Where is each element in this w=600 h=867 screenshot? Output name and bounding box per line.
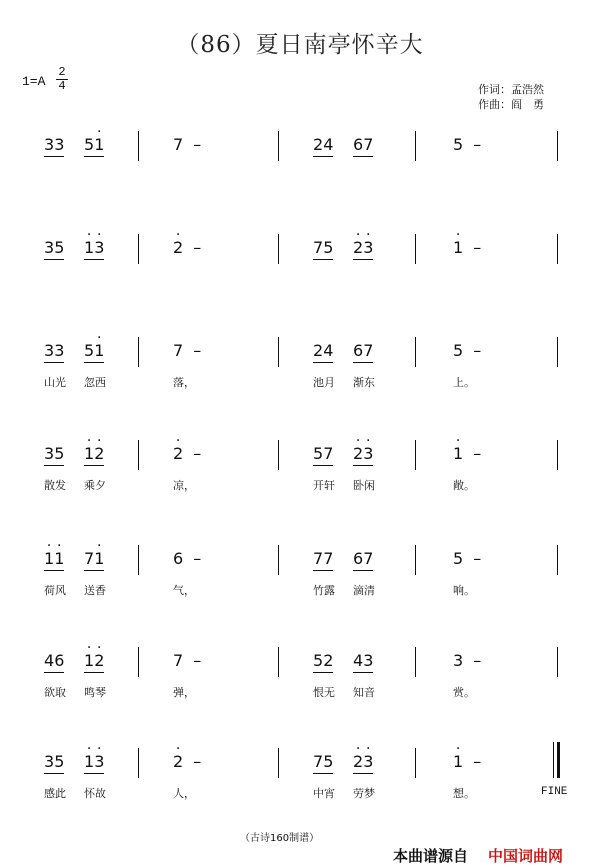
lyric-word: 知音 [353,686,375,699]
barline [415,440,416,470]
note: 7 [323,444,334,463]
high-note: · 3 [363,752,373,772]
beam-group [84,651,104,673]
beam-group [313,444,333,466]
barline [278,647,279,677]
note: 7 [313,752,324,771]
barline [415,647,416,677]
high-note: · 1 [54,549,64,569]
note: 3 [54,341,65,360]
lyric-word: 赏。 [453,686,475,699]
barline [557,131,558,161]
note: 5 [453,341,464,360]
beam-group [313,651,333,673]
note-group [173,444,201,464]
lyric-word: 感此 [44,787,66,800]
barline [138,748,139,778]
note: 4 [323,135,334,154]
barline [278,131,279,161]
high-note: · 3 [94,752,104,772]
note-group [453,341,481,361]
note: 5 [453,135,464,154]
barline [138,440,139,470]
lyric-word: 滴清 [353,584,375,597]
note-group [44,135,64,157]
barline [415,234,416,264]
score-system [0,647,600,717]
note: 2 [313,341,324,360]
note: 4 [44,651,55,670]
beam-group [353,238,373,260]
final-barline-thin [553,742,554,778]
note-group [313,238,333,260]
barline [138,131,139,161]
note: 6 [54,651,65,670]
lyric-word: 敞。 [453,479,475,492]
note-group [313,752,333,774]
dash: – [473,752,482,771]
lyric-word: 乘夕 [84,479,106,492]
lyric-word: 劳梦 [353,787,375,800]
lyric-word: 凉， [173,479,195,492]
beam-group [44,549,64,571]
note-group [173,752,201,772]
note-group [173,651,201,671]
note: 5 [54,238,65,257]
beam-group [353,549,373,571]
lyric-word: 渐东 [353,376,375,389]
note-group [313,651,333,673]
beam-group [84,135,104,157]
note-group [353,444,373,466]
lyric-word: 弹， [173,686,195,699]
lyric-word: 忽西 [84,376,106,389]
score-system [0,234,600,304]
lyric-word: 上。 [453,376,475,389]
dash: – [193,341,202,360]
beam-group [84,341,104,363]
note: 3 [363,651,374,670]
beam-group [44,651,64,673]
high-note: · 2 [173,238,183,258]
score-system [0,131,600,201]
high-note: · 1 [84,651,94,671]
score-system [0,545,600,615]
barline [415,748,416,778]
note: 2 [313,135,324,154]
barline [278,440,279,470]
high-note: · 2 [173,752,183,772]
dash: – [193,238,202,257]
lyric-word: 山光 [44,376,66,389]
note: 5 [313,651,324,670]
note: 7 [313,549,324,568]
footer-note: （古诗160制谱） [240,833,320,844]
key-label: 1=A [22,74,46,89]
lyric-word: 开轩 [313,479,335,492]
note-group [84,135,104,157]
dash: – [193,444,202,463]
note: 5 [84,135,95,154]
high-note: · 2 [353,752,363,772]
note-group [173,238,201,258]
note: 5 [453,549,464,568]
beam-group [313,135,333,157]
note: 3 [44,341,55,360]
beam-group [353,651,373,673]
lyric-word: 荷风 [44,584,66,597]
note-group [44,444,64,466]
beam-group [84,549,104,571]
barline [557,234,558,264]
high-note: · 1 [84,444,94,464]
note: 7 [363,549,374,568]
note: 7 [323,549,334,568]
beam-group [44,135,64,157]
high-note: · 3 [363,444,373,464]
note: 7 [173,341,184,360]
note: 2 [323,651,334,670]
lyric-word: 中宵 [313,787,335,800]
note: 7 [363,135,374,154]
barline [278,748,279,778]
note: 5 [84,341,95,360]
note-group [353,341,373,363]
beam-group [313,549,333,571]
site-name: 中国词曲网 [488,847,564,865]
note-group [313,444,333,466]
barline [415,337,416,367]
note: 7 [313,238,324,257]
time-numerator: 2 [58,65,66,79]
barline [278,545,279,575]
dash: – [473,341,482,360]
note: 5 [313,444,324,463]
beam-group [44,752,64,774]
beam-group [84,444,104,466]
note: 3 [44,444,55,463]
time-denominator: 4 [56,79,68,93]
dash: – [193,549,202,568]
note: 5 [54,752,65,771]
barline [557,440,558,470]
lyric-word: 想。 [453,787,475,800]
note: 6 [353,549,364,568]
high-note: · 2 [353,444,363,464]
dash: – [473,135,482,154]
high-note: · 1 [453,444,463,464]
high-note: · 1 [453,752,463,772]
barline [557,545,558,575]
barline [138,545,139,575]
beam-group [84,238,104,260]
fine-label: FINE [541,786,568,798]
barline [278,234,279,264]
note-group [313,135,333,157]
note-group [173,135,201,155]
note: 3 [44,135,55,154]
page-title: （86）夏日南亭怀辛大 [176,32,424,58]
note-group [453,238,481,258]
dash: – [473,444,482,463]
dash: – [473,549,482,568]
note-group [44,549,64,571]
note: 6 [353,341,364,360]
score-system [0,748,600,818]
note: 4 [353,651,364,670]
barline [138,647,139,677]
beam-group [313,341,333,363]
lyric-word: 恨无 [313,686,335,699]
note-group [453,444,481,464]
high-note: · 2 [94,651,104,671]
beam-group [44,444,64,466]
time-signature [56,66,68,93]
final-barline-thick [557,742,560,778]
source-label: 本曲谱源自 [393,847,469,865]
note-group [353,752,373,774]
note-group [453,651,481,671]
note: 5 [323,752,334,771]
score-system [0,337,600,407]
barline [138,234,139,264]
lyric-word: 欲取 [44,686,66,699]
footer-source [393,845,563,866]
barline [557,337,558,367]
note-group [353,549,373,571]
note-group [84,651,104,673]
note: 7 [173,135,184,154]
note-group [44,341,64,363]
high-note: · 2 [173,444,183,464]
high-note: · 1 [94,549,104,569]
beam-group [44,341,64,363]
dash: – [193,752,202,771]
barline [138,337,139,367]
note-group [84,238,104,260]
note: 5 [323,238,334,257]
high-note: · 2 [94,444,104,464]
note: 4 [323,341,334,360]
note: 7 [363,341,374,360]
score-system [0,440,600,510]
note-group [84,549,104,571]
dash: – [473,651,482,670]
note-group [84,444,104,466]
beam-group [84,752,104,774]
composer-credit: 作曲：阎 勇 [478,98,544,111]
high-note: · 1 [94,341,104,361]
note-group [453,135,481,155]
note-group [453,549,481,569]
note-group [84,752,104,774]
lyric-word: 怀故 [84,787,106,800]
lyric-word: 送香 [84,584,106,597]
dash: – [473,238,482,257]
note-group [313,549,333,571]
beam-group [313,752,333,774]
barline [278,337,279,367]
lyric-word: 人， [173,787,195,800]
note-group [173,549,201,569]
lyric-word: 竹露 [313,584,335,597]
lyricist-credit: 作词：孟浩然 [478,83,544,96]
barline [415,131,416,161]
lyric-word: 响。 [453,584,475,597]
high-note: · 3 [363,238,373,258]
high-note: · 2 [353,238,363,258]
beam-group [353,444,373,466]
lyric-word: 落， [173,376,195,389]
note-group [44,651,64,673]
note: 3 [54,135,65,154]
high-note: · 3 [94,238,104,258]
note-group [44,752,64,774]
note: 3 [44,238,55,257]
lyric-word: 池月 [313,376,335,389]
note-group [313,341,333,363]
note: 3 [453,651,464,670]
note-group [44,238,64,260]
note: 5 [54,444,65,463]
note: 3 [44,752,55,771]
note-group [453,752,481,772]
barline [415,545,416,575]
high-note: · 1 [453,238,463,258]
note-group [353,238,373,260]
high-note: · 1 [44,549,54,569]
note-group [353,135,373,157]
barline [557,647,558,677]
note: 6 [173,549,184,568]
lyric-word: 散发 [44,479,66,492]
beam-group [313,238,333,260]
beam-group [353,752,373,774]
high-note: · 1 [94,135,104,155]
dash: – [193,135,202,154]
lyric-word: 气， [173,584,195,597]
note-group [84,341,104,363]
note-group [173,341,201,361]
note-group [353,651,373,673]
beam-group [353,135,373,157]
note: 7 [84,549,95,568]
high-note: · 1 [84,752,94,772]
lyric-word: 卧闲 [353,479,375,492]
credits [478,82,544,112]
note: 7 [173,651,184,670]
high-note: · 1 [84,238,94,258]
dash: – [193,651,202,670]
note: 6 [353,135,364,154]
beam-group [44,238,64,260]
lyric-word: 鸣琴 [84,686,106,699]
beam-group [353,341,373,363]
